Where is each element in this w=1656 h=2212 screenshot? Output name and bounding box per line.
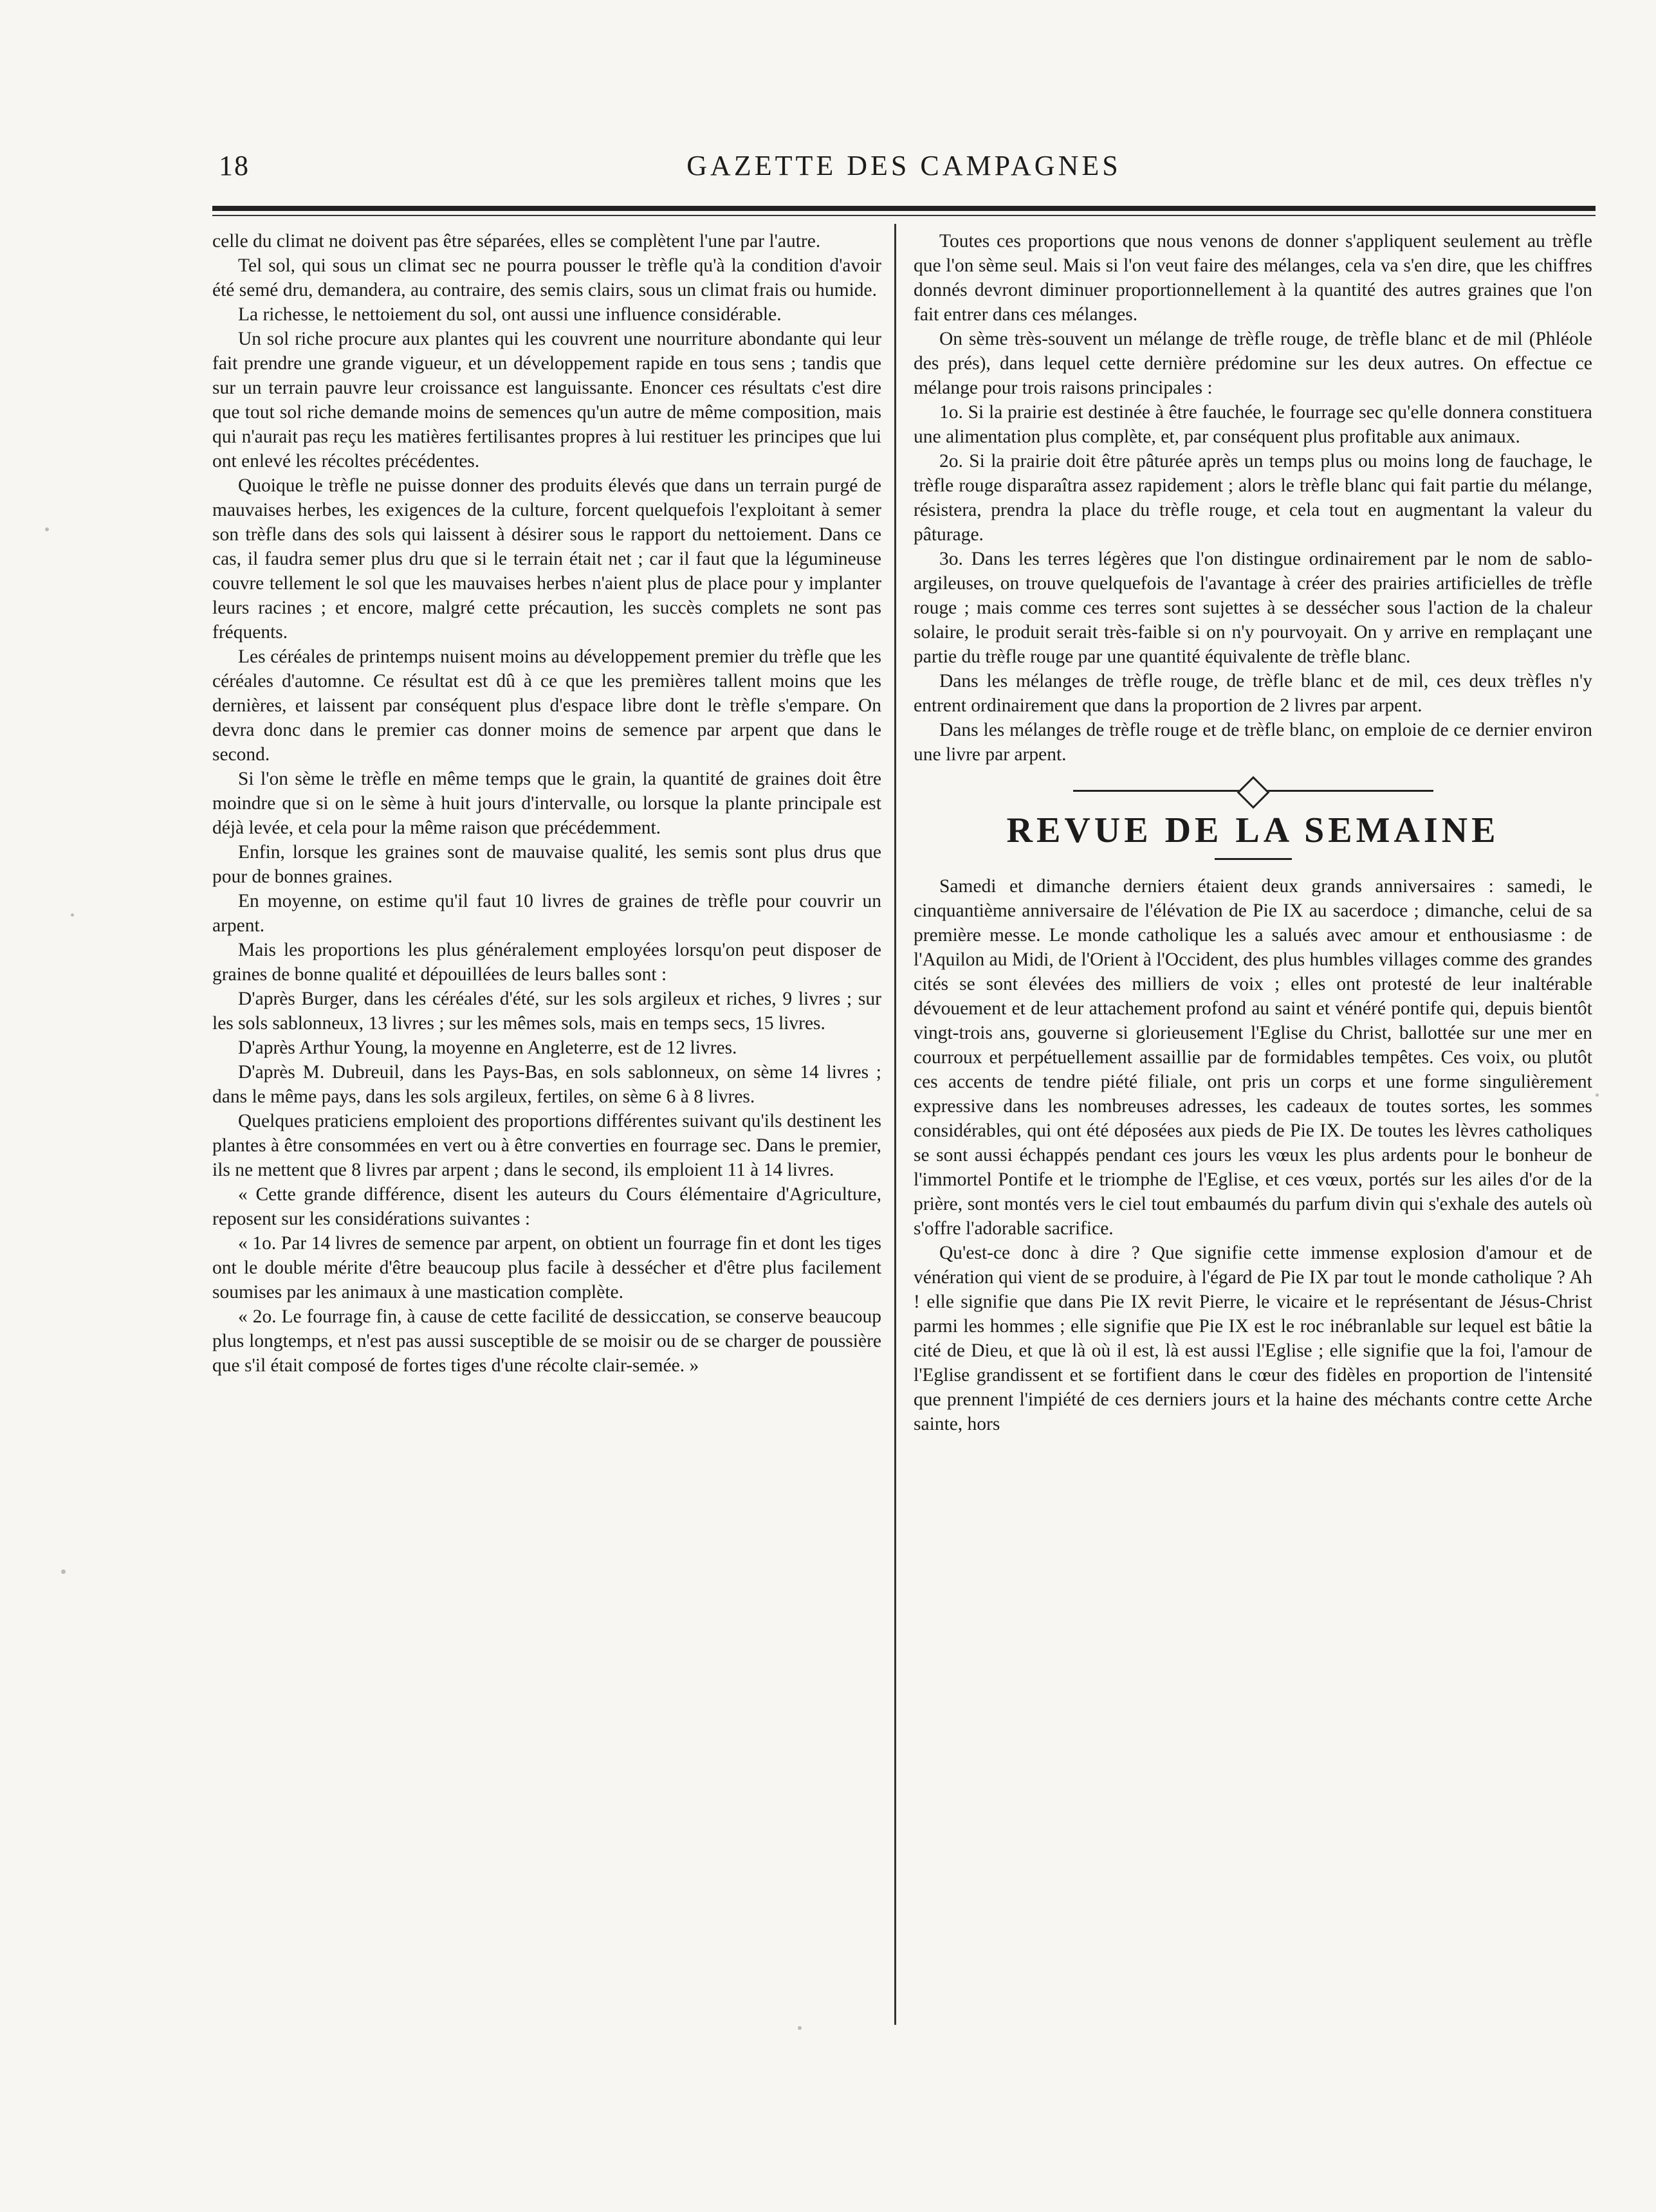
paragraph: En moyenne, on estime qu'il faut 10 livres de graines de trèfle pour couvrir un arpent.: [212, 891, 881, 936]
right-column: [914, 229, 1592, 1436]
paragraph: 2o. Si la prairie doit être pâturée après un temps plus ou moins long de fauchage, le trèfle rouge disparaîtra assez rapidement ; alors le trèfle blanc qui fait partie du mélange, résistera, prendra la place du trèfle rouge, et cela tout en augmentant la valeur du pâturage.: [914, 451, 1592, 545]
paragraph: Les céréales de printemps nuisent moins au développement premier du trèfle que les céréales d'automne. Ce résultat est dû à ce que les premières tallent moins que les dernières, et laissent par conséquent plus d'espace libre dont le trèfle s'empare. On devra donc dans le premier cas donner moins de semence par arpent que dans le second.: [212, 646, 881, 765]
paragraph: Dans les mélanges de trèfle rouge et de trèfle blanc, on emploie de ce dernier environ une livre par arpent.: [914, 720, 1592, 765]
running-title: GAZETTE DES CAMPAGNES: [686, 150, 1121, 181]
paragraph: Qu'est-ce donc à dire ? Que signifie cette immense explosion d'amour et de vénération qui vient de se produire, à l'égard de Pie IX par tout le monde catholique ? Ah ! elle signifie que dans Pie IX revit Pierre, le vicaire et le représentant de Jésus-Christ parmi les hommes ; elle signifie que Pie IX est le roc inébranlable sur lequel est bâtie la cité de Dieu, et que là où il est, là est aussi l'Eglise ; elle signifie que la foi, l'amour de l'Eglise grandissent et se fortifient dans le cœur des fidèles en proportion de l'intensité que prennent l'impiété de ces derniers jours et la haine des méchants contre cette Arche sainte, hors: [914, 1243, 1592, 1434]
section-rule: [1215, 858, 1292, 860]
paragraph: « 1o. Par 14 livres de semence par arpent, on obtient un fourrage fin et dont les tiges ont le double mérite d'être beaucoup plus facile à dessécher et d'être plus facilement soumises par les animaux à une mastication complète.: [212, 1233, 881, 1303]
header-rule-thin: [212, 215, 1596, 216]
section-title: REVUE DE LA SEMAINE: [1006, 810, 1500, 850]
paragraph: 1o. Si la prairie est destinée à être fauchée, le fourrage sec qu'elle donnera constituera une alimentation plus complète, et, par conséquent plus profitable aux animaux.: [914, 402, 1592, 447]
paragraph: La richesse, le nettoiement du sol, ont aussi une influence considérable.: [238, 304, 782, 325]
header-rule-thick: [212, 206, 1596, 211]
scan-speck: [798, 2026, 802, 2030]
paragraph: On sème très-souvent un mélange de trèfle rouge, de trèfle blanc et de mil (Phléole des prés), dans lequel cette dernière prédomine sur les deux autres. On effectue ce mélange pour trois raisons principales :: [914, 329, 1592, 398]
paragraph: Quoique le trèfle ne puisse donner des produits élevés que dans un terrain purgé de mauvaises herbes, les exigences de la culture, forcent quelquefois l'exploitant à semer son trèfle dans des sols qui laissent à désirer sous le rapport du nettoiement. Dans ce cas, il faudra semer plus dru que si le terrain était net ; car il faut que la légumineuse couvre tellement le sol que les mauvaises herbes n'aient plus de place pour y implanter leurs racines ; et encore, malgré cette précaution, les succès complets ne sont pas fréquents.: [212, 475, 881, 643]
paragraph: Dans les mélanges de trèfle rouge, de trèfle blanc et de mil, ces deux trèfles n'y entrent ordinairement que dans la proportion de 2 livres par arpent.: [914, 671, 1592, 716]
paragraph: 3o. Dans les terres légères que l'on distingue ordinairement par le nom de sablo-argileuses, on trouve quelquefois de l'avantage à créer des prairies artificielles de trèfle rouge ; mais comme ces terres sont sujettes à se dessécher sous l'action de la chaleur solaire, le produit serait très-faible si on n'y pourvoyait. On y arrive en remplaçant une partie du trèfle rouge par une quantité équivalente de trèfle blanc.: [914, 549, 1592, 667]
paragraph: D'après Arthur Young, la moyenne en Angleterre, est de 12 livres.: [238, 1037, 737, 1058]
scan-speck: [71, 913, 74, 917]
section-ornament: [1073, 778, 1433, 804]
column-divider: [894, 224, 896, 2025]
paragraph: Si l'on sème le trèfle en même temps que le grain, la quantité de graines doit être moindre que si on le sème à huit jours d'intervalle, ou lorsque la plante principale est déjà levée, et cela pour la même raison que précédemment.: [212, 769, 881, 838]
paragraph: Enfin, lorsque les graines sont de mauvaise qualité, les semis sont plus drus que pour de bonnes graines.: [212, 842, 881, 887]
page-header: [212, 142, 1596, 219]
paragraph: Toutes ces proportions que nous venons de donner s'appliquent seulement au trèfle que l'on sème seul. Mais si l'on veut faire des mélanges, cela va s'en dire, que les chiffres donnés devront diminuer proportionnellement à la quantité des autres graines que l'on fait entrer dans ces mélanges.: [914, 231, 1592, 325]
paragraph: Un sol riche procure aux plantes qui les couvrent une nourriture abondante qui leur fait prendre une grande vigueur, et un développement rapide en tous sens ; tandis que sur un terrain pauvre leur croissance est languissante. Enoncer ces résultats c'est dire que tout sol riche demande moins de semences qu'un autre de même composition, mais qui n'aurait pas reçu les matières fertilisantes propres à lui restituer les principes que lui ont enlevé les récoltes précédentes.: [212, 329, 881, 471]
paragraph: D'après M. Dubreuil, dans les Pays-Bas, en sols sablonneux, on sème 14 livres ; dans le même pays, dans les sols argileux, fertiles, on sème 6 à 8 livres.: [212, 1062, 881, 1107]
paragraph: Mais les proportions les plus généralement employées lorsqu'on peut disposer de graines de bonne qualité et dépouillées de leurs balles sont :: [212, 940, 881, 985]
paragraph: « 2o. Le fourrage fin, à cause de cette facilité de dessiccation, se conserve beaucoup plus longtemps, et n'est pas aussi susceptible de se moisir ou de se charger de poussière que s'il était composé de fortes tiges d'une récolte clair-semée. »: [212, 1306, 881, 1376]
newspaper-page: [212, 142, 1596, 2097]
scan-speck: [1596, 1093, 1599, 1097]
paragraph: Quelques praticiens emploient des proportions différentes suivant qu'ils destinent les plantes à être consommées en vert ou à être converties en fourrage sec. Dans le premier, ils ne mettent que 8 livres par arpent ; dans le second, ils emploient 11 à 14 livres.: [212, 1111, 881, 1180]
paragraph: Samedi et dimanche derniers étaient deux grands anniversaires : samedi, le cinquantième anniversaire de l'élévation de Pie IX au sacerdoce ; dimanche, celui de sa première messe. Le monde catholique les a salués avec amour et enthousiasme : de l'Aquilon au Midi, de l'Orient à l'Occident, des plus humbles villages comme des grandes cités se sont élevées des milliers de voix ; elles ont protesté de leur inaltérable dévouement et de leur attachement profond au saint et vénéré pontife qui, depuis bientôt vingt-trois ans, gouverne si glorieusement l'Eglise du Christ, ballottée sur une mer en courroux et perpétuellement assaillie par de formidables tempêtes. Ces voix, ou plutôt ces accents de tendre piété filiale, ont pris un corps et une forme singulièrement expressive dans les nombreuses adresses, les cadeaux de toutes sortes, les sommes considérables, qui ont été déposées aux pieds de Pie IX. De toutes les lèvres catholiques se sont aussi échappés pendant ces jours les vœux les plus ardents pour le bonheur de l'immortel Pontife et le triomphe de l'Eglise, et ces vœux, portés sur les ailes d'or de la prière, sont montés vers le ciel tout embaumés du parfum divin qui s'exhale des autels où s'offre l'adorable sacrifice.: [914, 876, 1592, 1239]
page-number: 18: [219, 150, 250, 181]
paragraph: celle du climat ne doivent pas être séparées, elles se complètent l'une par l'autre.: [212, 231, 821, 251]
paragraph: « Cette grande différence, disent les auteurs du Cours élémentaire d'Agriculture, reposent sur les considérations suivantes :: [212, 1184, 881, 1229]
left-column: [212, 229, 881, 1378]
paragraph: Tel sol, qui sous un climat sec ne pourra pousser le trèfle qu'à la condition d'avoir été semé dru, demandera, au contraire, des semis clairs, sous un climat frais ou humide.: [212, 255, 881, 300]
scan-speck: [61, 1569, 66, 1574]
scan-speck: [45, 527, 49, 531]
paragraph: D'après Burger, dans les céréales d'été, sur les sols argileux et riches, 9 livres ; sur les sols sablonneux, 13 livres ; sur les mêmes sols, mais en temps secs, 15 livres.: [212, 989, 881, 1034]
ornament-diamond-icon: [1237, 776, 1269, 809]
